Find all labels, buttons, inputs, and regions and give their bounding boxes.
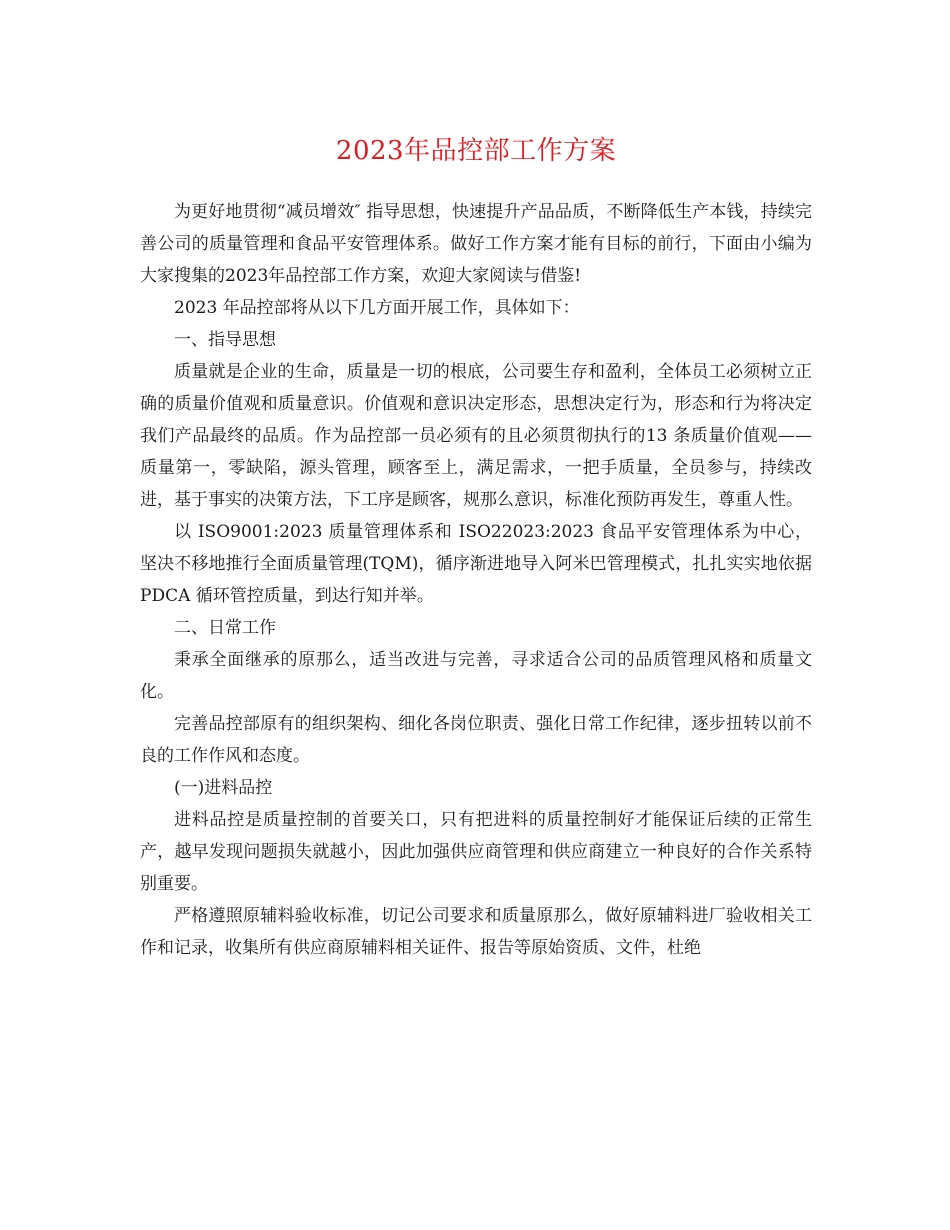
paragraph-iso-systems: 以 ISO9001:2023 质量管理体系和 ISO22023:2023 食品平安管理体系为中心，坚决不移地推行全面质量管理(TQM)，循序渐进地导入阿米巴管理模式，扎扎实实地依据PDCA 循环管控质量，到达行知并举。	[140, 522, 812, 606]
paragraph-acceptance-standard: 严格遵照原辅料验收标准，切记公司要求和质量原那么，做好原辅料进厂验收相关工作和记录，收集所有供应商原辅料相关证件、报告等原始资质、文件，杜绝	[140, 906, 812, 958]
document-title: 2023年品控部工作方案	[335, 136, 617, 166]
document-body	[140, 196, 812, 964]
heading-incoming-material: (一)进料品控	[174, 778, 273, 798]
heading-daily-work: 二、日常工作	[174, 618, 276, 638]
paragraph-quality-values: 质量就是企业的生命，质量是一切的根底，公司要生存和盈利，全体员工必须树立正确的质量价值观和质量意识。价值观和意识决定形态，思想决定行为，形态和行为将决定我们产品最终的品质。作为品控部一员必须有的且必须贯彻执行的13 条质量价值观——质量第一，零缺陷，源头管理，顾客至上，满足需求，一把手质量，全员参与，持续改进，基于事实的决策方法，下工序是顾客，规那么意识，标准化预防再发生，尊重人性。	[140, 362, 812, 510]
paragraph-incoming-control: 进料品控是质量控制的首要关口，只有把进料的质量控制好才能保证后续的正常生产，越早发现问题损失就越小，因此加强供应商管理和供应商建立一种良好的合作关系特别重要。	[140, 810, 812, 894]
paragraph-overview: 2023 年品控部将从以下几方面开展工作，具体如下：	[174, 298, 580, 318]
paragraph-organization: 完善品控部原有的组织架构、细化各岗位职责、强化日常工作纪律，逐步扭转以前不良的工作作风和态度。	[140, 714, 812, 766]
paragraph-intro: 为更好地贯彻“减员增效″ 指导思想，快速提升产品品质，不断降低生产本钱，持续完善公司的质量管理和食品平安管理体系。做好工作方案才能有目标的前行，下面由小编为大家搜集的2023年品控部工作方案，欢迎大家阅读与借鉴!	[140, 202, 812, 286]
heading-guiding-thought: 一、指导思想	[174, 330, 276, 350]
paragraph-inherit-principle: 秉承全面继承的原那么，适当改进与完善，寻求适合公司的品质管理风格和质量文化。	[140, 650, 812, 702]
